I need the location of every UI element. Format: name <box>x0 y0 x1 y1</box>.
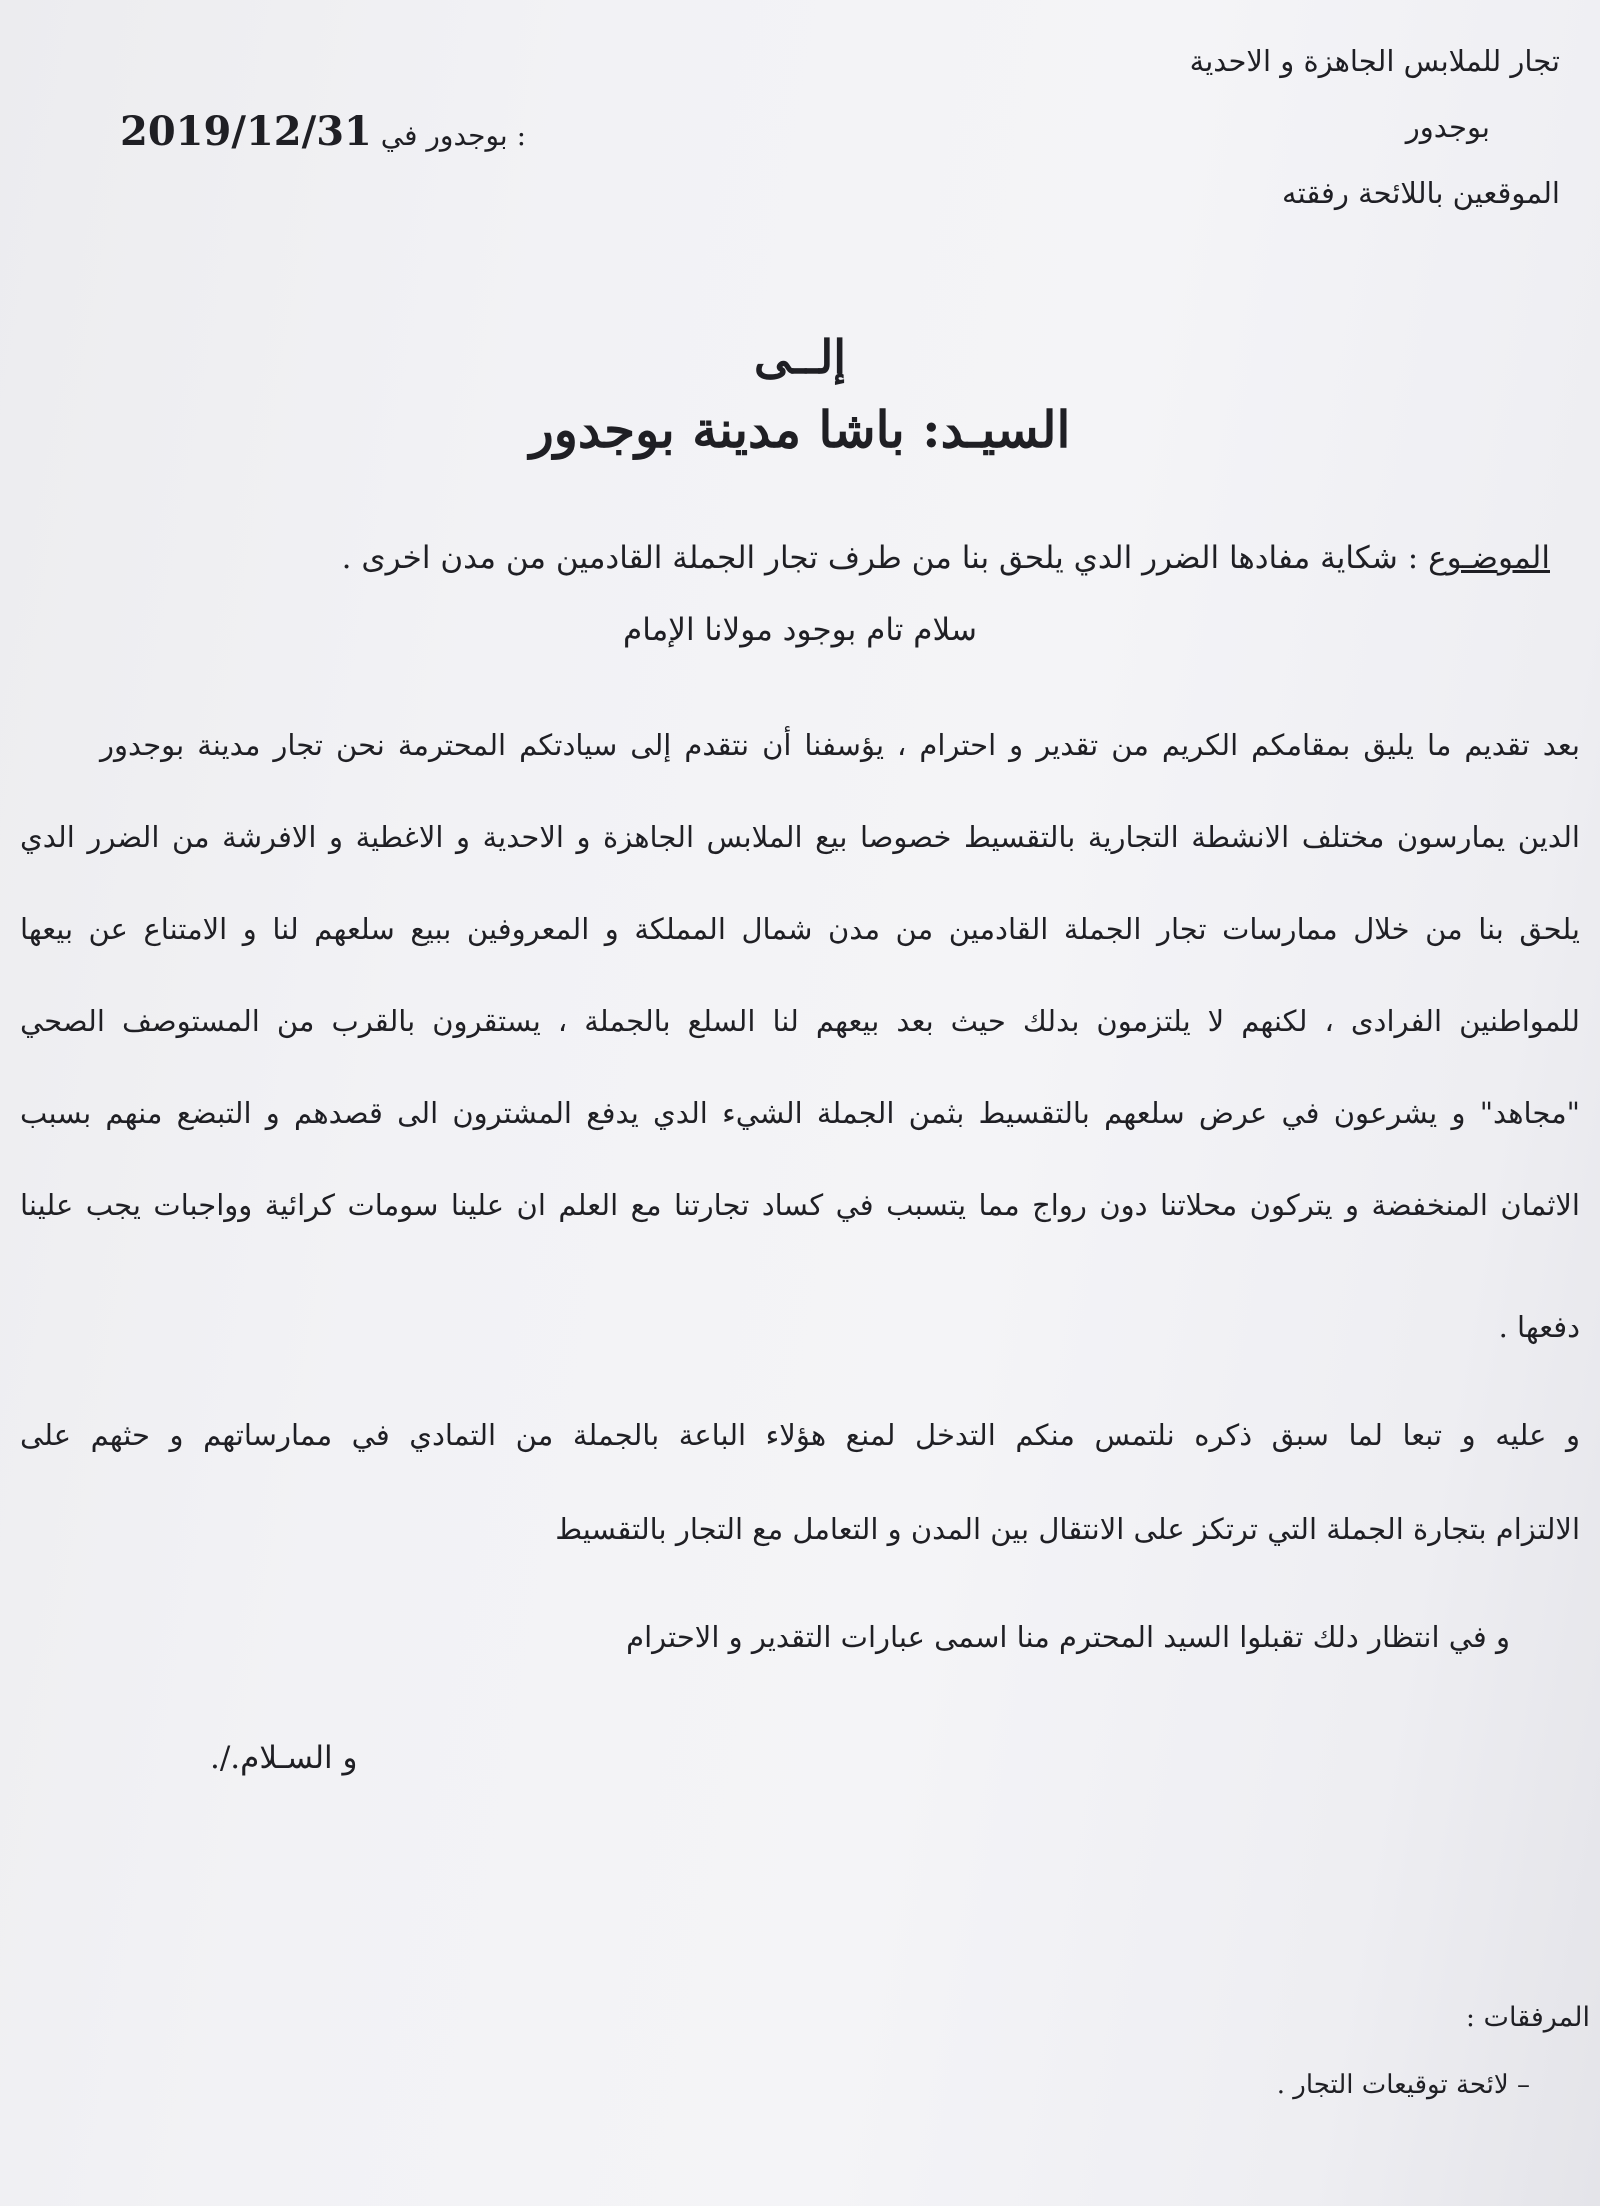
sender-block <box>1190 28 1560 226</box>
greeting: سلام تام بوجود مولانا الإمام <box>623 612 977 648</box>
body-line: الاثمان المنخفضة و يتركون محلاتنا دون رواج مما يتسبب في كساد تجارتنا مع العلم ان علينا سومات كرائية وواجبات يجب علينا <box>20 1188 1580 1222</box>
body-line: و عليه و تبعا لما سبق ذكره نلتمس منكم التدخل لمنع هؤلاء الباعة بالجملة من التمادي في ممارساتهم و حثهم على <box>20 1418 1580 1452</box>
subject-text: : شكاية مفادها الضرر الدي يلحق بنا من طرف تجار الجملة القادمين من مدن اخرى . <box>341 540 1419 576</box>
date-value: 2019/12/31 <box>120 108 372 155</box>
body-line: يلحق بنا من خلال ممارسات تجار الجملة القادمين من مدن شمال المملكة و المعروفين ببيع سلعهم لنا و الامتناع عن بيعها <box>20 912 1580 946</box>
addressee: السيـد: باشا مدينة بوجدور <box>529 400 1071 459</box>
body-line: بعد تقديم ما يليق بمقامكم الكريم من تقدير و احترام ، يؤسفنا أن نتقدم إلى سيادتكم المحترمة نحن تجار مدينة بوجدور <box>100 728 1580 762</box>
body-line: "مجاهد" و يشرعون في عرض سلعهم بالتقسيط بثمن الجملة الشيء الدي يدفع المشترون الى قصدهم و التبضع منهم بسبب <box>20 1096 1580 1130</box>
attachments-label: المرفقات : <box>1465 2002 1590 2033</box>
date-line <box>120 108 526 155</box>
to-label: إلــى <box>753 330 847 384</box>
sender-line-city: بوجدور <box>1405 110 1490 144</box>
body-line: الدين يمارسون مختلف الانشطة التجارية بالتقسيط خصوصا بيع الملابس الجاهزة و الاحدية و الاغطية و الافرشة من الضرر الدي <box>20 820 1580 854</box>
closing-salutation: و السـلام./. <box>210 1740 358 1776</box>
sender-line-traders: تجار للملابس الجاهزة و الاحدية <box>1189 44 1560 78</box>
subject-label: الموضـوع <box>1428 540 1550 576</box>
attachment-item: – لائحة توقيعات التجار . <box>1276 2070 1530 2100</box>
date-prefix: بوجدور في : <box>380 119 527 152</box>
body-line: للمواطنين الفرادى ، لكنهم لا يلتزمون بدلك حيث بعد بيعهم لنا السلع بالجملة ، يستقرون بالقرب من المستوصف الصحي <box>20 1004 1580 1038</box>
closing-paragraph: و في انتظار دلك تقبلوا السيد المحترم منا اسمى عبارات التقدير و الاحترام <box>626 1620 1510 1654</box>
subject-line <box>342 540 1550 576</box>
sender-line-signatories: الموقعين باللائحة رفقته <box>1282 176 1560 210</box>
body-line: الالتزام بتجارة الجملة التي ترتكز على الانتقال بين المدن و التعامل مع التجار بالتقسيط <box>555 1512 1580 1546</box>
body-line: دفعها . <box>1498 1310 1580 1344</box>
